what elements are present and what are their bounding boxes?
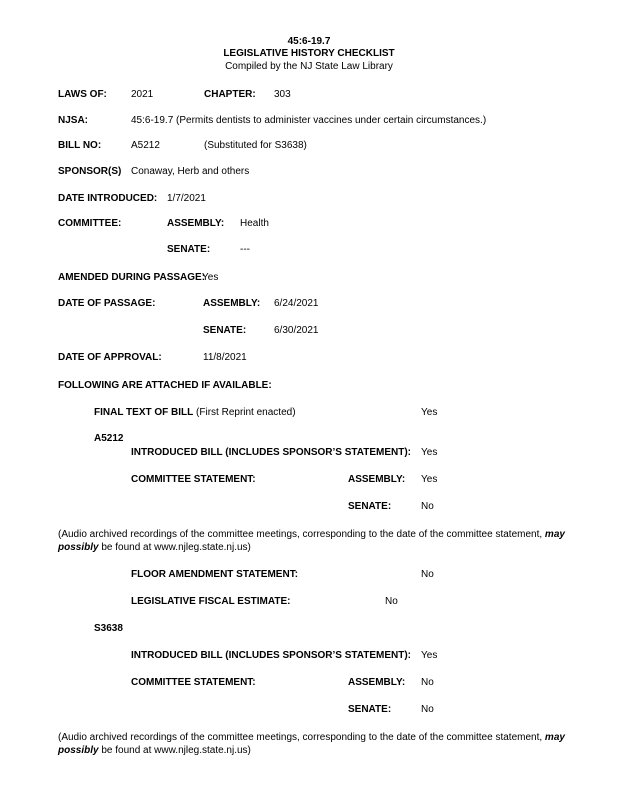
committee-label: COMMITTEE: <box>58 218 122 229</box>
compiled-by: Compiled by the NJ State Law Library <box>225 61 393 72</box>
audio-note <box>58 731 593 757</box>
final-text-value: Yes <box>421 407 438 418</box>
passage-assembly-label: ASSEMBLY: <box>203 298 261 309</box>
final-text-row <box>94 407 296 419</box>
final-text-label: FINAL TEXT OF BILL <box>94 407 194 418</box>
s3638-senate-value: No <box>421 704 434 715</box>
a5212-floor-label: FLOOR AMENDMENT STATEMENT: <box>131 569 299 580</box>
final-text-note: (First Reprint enacted) <box>196 407 296 418</box>
committee-assembly-label: ASSEMBLY: <box>167 218 225 229</box>
a5212-introduced-label: INTRODUCED BILL (INCLUDES SPONSOR’S STATEMENT): <box>131 447 411 458</box>
s3638-senate-label: SENATE: <box>348 704 392 715</box>
date-of-approval-label: DATE OF APPROVAL: <box>58 352 162 363</box>
audio-note-emphasis: may possibly <box>58 732 565 756</box>
document-code: 45:6-19.7 <box>287 36 331 47</box>
a5212-committee-label: COMMITTEE STATEMENT: <box>131 474 256 485</box>
laws-of-label: LAWS OF: <box>58 89 107 100</box>
document-title: LEGISLATIVE HISTORY CHECKLIST <box>223 48 395 59</box>
audio-note-text-2: be found at www.njleg.state.nj.us) <box>98 542 251 553</box>
date-of-approval-value: 11/8/2021 <box>203 352 247 363</box>
committee-senate-label: SENATE: <box>167 244 211 255</box>
laws-of-value: 2021 <box>131 89 154 100</box>
amended-label: AMENDED DURING PASSAGE: <box>58 272 206 283</box>
a5212-introduced-value: Yes <box>421 447 438 458</box>
attached-heading: FOLLOWING ARE ATTACHED IF AVAILABLE: <box>58 380 272 391</box>
njsa-value: 45:6-19.7 (Permits dentists to administer vaccines under certain circumstances.) <box>131 115 487 126</box>
s3638-introduced-value: Yes <box>421 650 438 661</box>
sponsors-label: SPONSOR(S) <box>58 166 122 177</box>
date-introduced-value: 1/7/2021 <box>167 193 206 204</box>
bill-no-value: A5212 <box>131 140 160 151</box>
audio-note-text-2: be found at www.njleg.state.nj.us) <box>98 745 251 756</box>
s3638-introduced-label: INTRODUCED BILL (INCLUDES SPONSOR’S STATEMENT): <box>131 650 411 661</box>
a5212-senate-label: SENATE: <box>348 501 392 512</box>
a5212-floor-value: No <box>421 569 434 580</box>
bill-no-label: BILL NO: <box>58 140 102 151</box>
s3638-assembly-label: ASSEMBLY: <box>348 677 406 688</box>
a5212-assembly-label: ASSEMBLY: <box>348 474 406 485</box>
audio-note <box>58 528 593 554</box>
a5212-senate-value: No <box>421 501 434 512</box>
a5212-fiscal-label: LEGISLATIVE FISCAL ESTIMATE: <box>131 596 291 607</box>
s3638-assembly-value: No <box>421 677 434 688</box>
audio-note-emphasis: may possibly <box>58 529 565 553</box>
a5212-assembly-value: Yes <box>421 474 438 485</box>
s3638-committee-label: COMMITTEE STATEMENT: <box>131 677 256 688</box>
committee-senate-value: --- <box>240 244 250 255</box>
sponsors-value: Conaway, Herb and others <box>131 166 250 177</box>
passage-senate-label: SENATE: <box>203 325 247 336</box>
chapter-label: CHAPTER: <box>204 89 256 100</box>
chapter-value: 303 <box>274 89 291 100</box>
date-introduced-label: DATE INTRODUCED: <box>58 193 158 204</box>
a5212-fiscal-value: No <box>385 596 398 607</box>
njsa-label: NJSA: <box>58 115 89 126</box>
bill-substitution-note: (Substituted for S3638) <box>204 140 307 151</box>
audio-note-text-1: (Audio archived recordings of the committee meetings, corresponding to the date of the committee statement, <box>58 732 545 743</box>
date-of-passage-label: DATE OF PASSAGE: <box>58 298 156 309</box>
audio-note-text-1: (Audio archived recordings of the committee meetings, corresponding to the date of the committee statement, <box>58 529 545 540</box>
amended-value: Yes <box>202 272 219 283</box>
s3638-heading: S3638 <box>94 623 123 634</box>
passage-senate-value: 6/30/2021 <box>274 325 319 336</box>
a5212-heading: A5212 <box>94 433 124 444</box>
passage-assembly-value: 6/24/2021 <box>274 298 319 309</box>
committee-assembly-value: Health <box>240 218 269 229</box>
